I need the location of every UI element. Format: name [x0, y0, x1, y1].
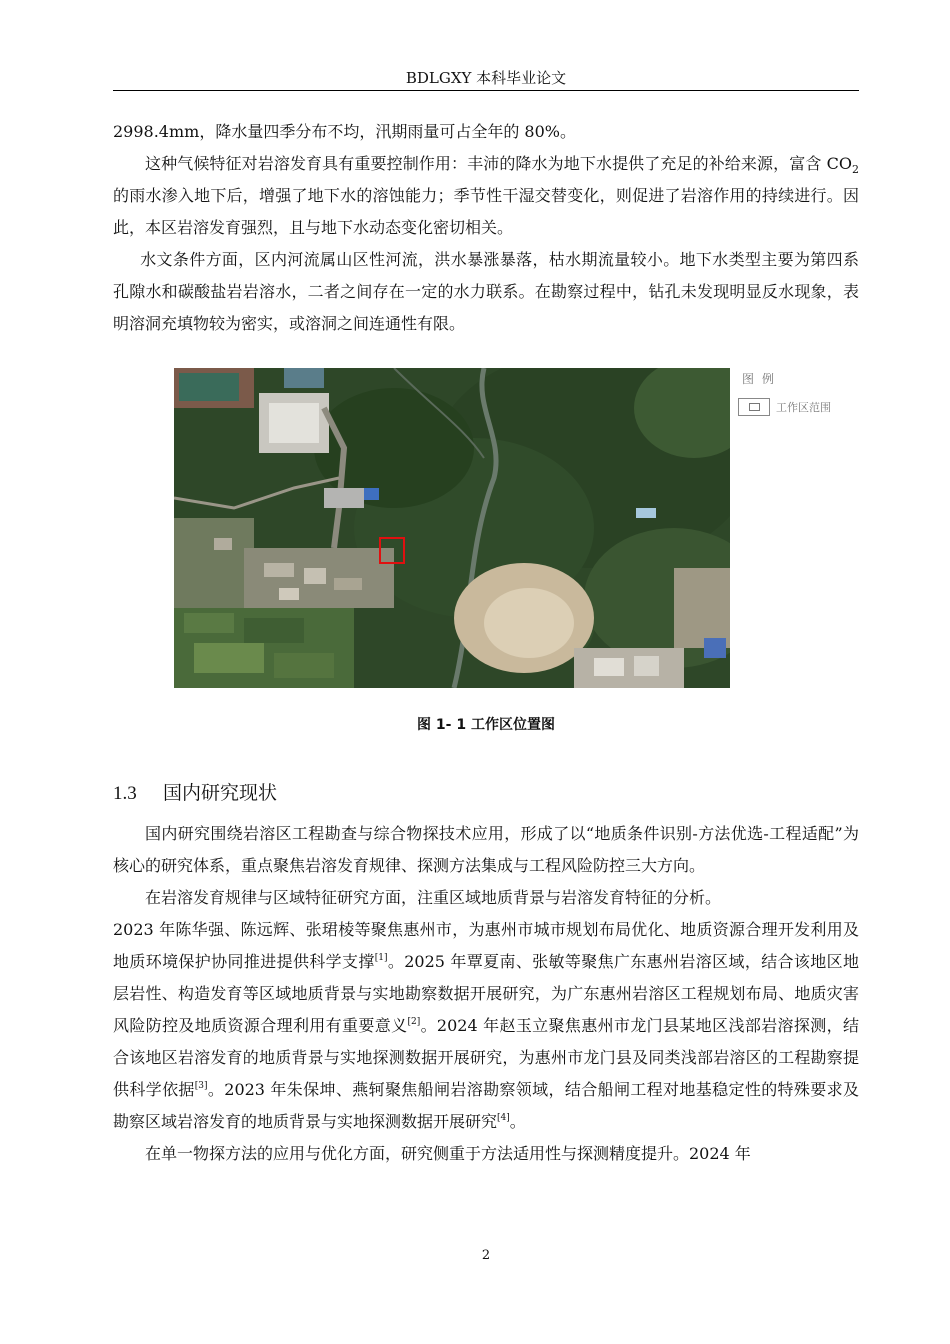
paragraph-research-framework: 国内研究围绕岩溶区工程勘查与综合物探技术应用，形成了以“地质条件识别-方法优选-工程适配”为核心的研究体系，重点聚焦岩溶发育规律、探测方法集成与工程风险防控三大方向。 — [113, 824, 859, 875]
section-title: 国内研究现状 — [163, 782, 278, 804]
satellite-map-drawing — [174, 368, 730, 688]
paragraph-hydrology: 水文条件方面，区内河流属山区性河流，洪水暴涨暴落，枯水期流量较小。地下水类型主要为第四系孔隙水和碳酸盐岩岩溶水，二者之间存在一定的水力联系。在勘察过程中，钻孔未发现明显反水现象，表明溶洞充填物较为密实，或溶洞之间连通性有限。 — [113, 250, 859, 333]
citation-1: [1] — [374, 953, 388, 963]
climate-text-before: 这种气候特征对岩溶发育具有重要控制作用：丰沛的降水为地下水提供了充足的补给来源，富含 CO — [145, 154, 852, 173]
paragraph-geophysics-methods: 在单一物探方法的应用与优化方面，研究侧重于方法适用性与探测精度提升。2024 年 — [145, 1144, 751, 1163]
page-number: 2 — [481, 1248, 491, 1263]
running-header: BDLGXY 本科毕业论文 — [405, 69, 567, 87]
karst-closing-punct: 。 — [509, 1112, 526, 1131]
satellite-map-image — [174, 368, 730, 688]
map-legend — [736, 370, 846, 430]
section-number: 1.3 — [113, 783, 137, 804]
karst-citation-text-2: 。2025 年覃夏南、张敏等聚焦广东惠州岩溶区域，结合该地区地层岩性、构造发育等区域地质背景与实地勘察数据开展研究，为广东惠州岩溶区工程规划布局、地质灾害风险防控及地质资源合理利用有重要意义 — [113, 952, 859, 1035]
intro-text-block — [113, 116, 859, 340]
body-text-block — [113, 818, 859, 1170]
legend-label: 工作区范围 — [776, 401, 831, 414]
section-heading — [113, 778, 859, 805]
citation-2: [2] — [407, 1017, 421, 1027]
legend-swatch — [738, 398, 770, 416]
legend-title: 图例 — [742, 372, 783, 386]
header-rule — [113, 90, 859, 91]
paragraph-climate-karst — [113, 148, 859, 244]
co2-subscript: 2 — [852, 163, 859, 176]
karst-intro-sentence: 在岩溶发育规律与区域特征研究方面，注重区域地质背景与岩溶发育特征的分析。 — [145, 888, 722, 907]
paragraph-karst-regularity — [113, 882, 859, 1138]
karst-citation-text-3: 。2024 年赵玉立聚焦惠州市龙门县某地区浅部岩溶探测，结合该地区岩溶发育的地质背景与实地探测数据开展研究，为惠州市龙门县及同类浅部岩溶区的工程勘察提供科学依据 — [113, 1016, 859, 1099]
paragraph-rainfall: 2998.4mm，降水量四季分布不均，汛期雨量可占全年的 80%。 — [113, 122, 576, 141]
karst-citation-text-4: 。2023 年朱保坤、燕轲聚焦船闸岩溶勘察领域，结合船闸工程对地基稳定性的特殊要求及勘察区域岩溶发育的地质背景与实地探测数据开展研究 — [113, 1080, 859, 1131]
citation-3: [3] — [194, 1081, 208, 1091]
figure-caption: 图 1- 1 工作区位置图 — [417, 717, 555, 733]
legend-item-work-area — [738, 398, 848, 418]
karst-citation-text-1: 2023 年陈华强、陈远辉、张珺棱等聚焦惠州市，为惠州市城市规划布局优化、地质资源合理开发利用及地质环境保护协同推进提供科学支撑 — [113, 920, 859, 971]
climate-text-after: 的雨水渗入地下后，增强了地下水的溶蚀能力；季节性干湿交替变化，则促进了岩溶作用的持续进行。因此，本区岩溶发育强烈，且与地下水动态变化密切相关。 — [113, 186, 859, 237]
citation-4: [4] — [497, 1113, 510, 1123]
